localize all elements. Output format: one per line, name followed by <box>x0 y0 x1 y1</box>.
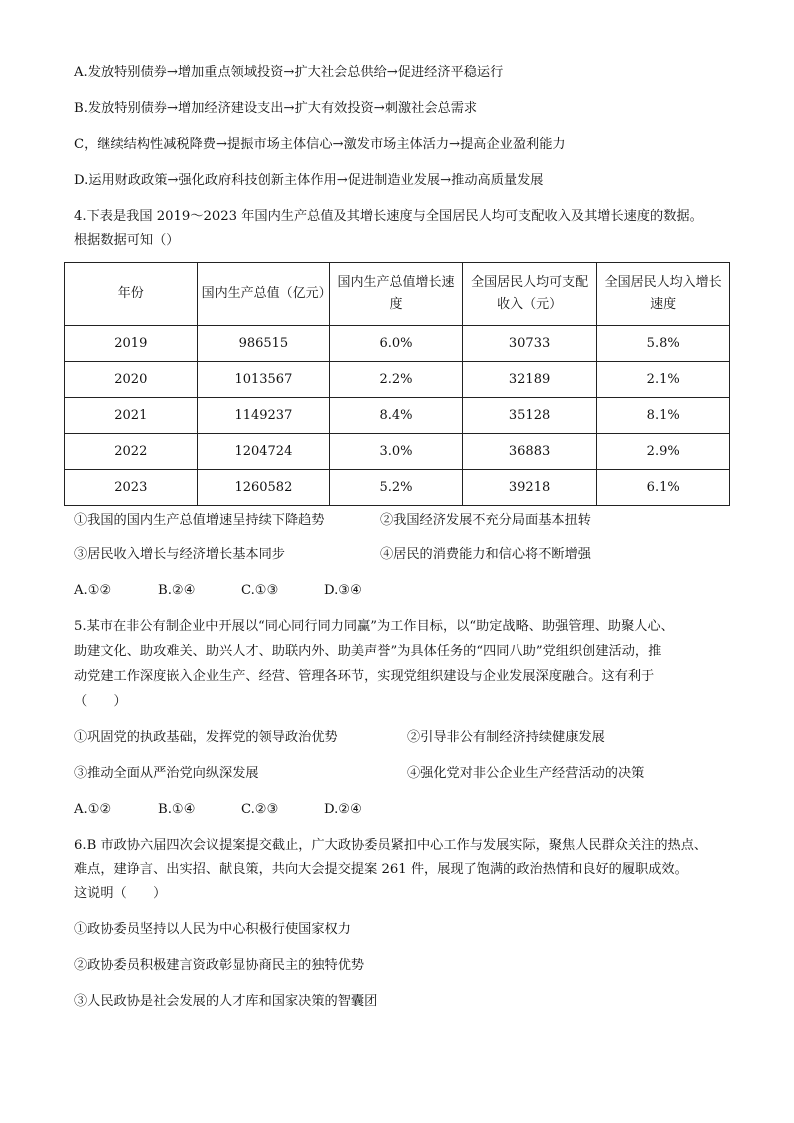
table-row <box>65 434 730 470</box>
cell-year: 2020 <box>65 362 198 398</box>
cell-gdp: 1260582 <box>197 470 330 506</box>
header-gdp-growth: 国内生产总值增长速度 <box>330 263 463 326</box>
cell-gdp: 986515 <box>197 326 330 362</box>
cell-income-growth: 2.1% <box>597 362 730 398</box>
table-row <box>65 398 730 434</box>
q6-stem-line1: 6.B 市政协六届四次会议提案提交截止，广大政协委员紧扣中心工作与发展实际，聚焦人民群众关注的热点、 <box>74 838 708 853</box>
table-header-row <box>65 263 730 326</box>
cell-year: 2022 <box>65 434 198 470</box>
q6-statement-2: ②政协委员积极建言资政彰显协商民主的独特优势 <box>74 958 365 973</box>
q5-stem-line1: 5.某市在非公有制企业中开展以“同心同行同力同赢”为工作目标，以“助定战略、助强管理、助聚人心、 <box>74 619 674 634</box>
q3-option-c: C，继续结构性减税降费→提振市场主体信心→激发市场主体活力→提高企业盈利能力 <box>74 137 566 152</box>
q5-stem-line2: 助建文化、助攻难关、助兴人才、助联内外、助美声誉”为具体任务的“四同八助”党组织创建活动，推 <box>74 644 662 659</box>
q4-choice-c: C.①③ <box>241 583 279 598</box>
header-gdp: 国内生产总值（亿元） <box>197 263 330 326</box>
q5-statement-1: ①巩固党的执政基础，发挥党的领导政治优势 <box>74 730 338 745</box>
q4-stem-line1: 4.下表是我国 2019～2023 年国内生产总值及其增长速度与全国居民人均可支配收入及其增长速度的数据。 <box>74 209 703 224</box>
q4-data-table <box>64 262 730 506</box>
table-row <box>65 470 730 506</box>
cell-gdp: 1204724 <box>197 434 330 470</box>
q5-statement-3: ③推动全面从严治党向纵深发展 <box>74 766 259 781</box>
q4-statement-4: ④居民的消费能力和信心将不断增强 <box>380 547 591 562</box>
q3-option-b: B.发放特别债券→增加经济建设支出→扩大有效投资→刺激社会总需求 <box>74 101 478 116</box>
q4-choice-d: D.③④ <box>324 583 362 598</box>
q3-option-a: A.发放特别债券→增加重点领域投资→扩大社会总供给→促进经济平稳运行 <box>74 65 504 80</box>
cell-year: 2021 <box>65 398 198 434</box>
q5-statement-2: ②引导非公有制经济持续健康发展 <box>407 730 605 745</box>
q6-statement-3: ③人民政协是社会发展的人才库和国家决策的智囊团 <box>74 994 378 1009</box>
cell-income-growth: 2.9% <box>597 434 730 470</box>
cell-income: 30733 <box>462 326 597 362</box>
q5-choice-a: A.①② <box>74 802 112 817</box>
q6-stem-line3: 这说明（ ） <box>74 886 167 901</box>
q5-stem-line4: （ ） <box>74 694 127 709</box>
q5-statement-4: ④强化党对非公企业生产经营活动的决策 <box>407 766 645 781</box>
q5-choice-c: C.②③ <box>241 802 279 817</box>
header-income: 全国居民人均可支配收入（元） <box>462 263 597 326</box>
q3-option-d: D.运用财政政策→强化政府科技创新主体作用→促进制造业发展→推动高质量发展 <box>74 173 544 188</box>
cell-gdp-growth: 2.2% <box>330 362 463 398</box>
q4-stem-line2: 根据数据可知（） <box>74 233 180 248</box>
cell-income: 36883 <box>462 434 597 470</box>
cell-income-growth: 5.8% <box>597 326 730 362</box>
cell-gdp: 1013567 <box>197 362 330 398</box>
q5-choice-d: D.②④ <box>324 802 362 817</box>
cell-gdp-growth: 6.0% <box>330 326 463 362</box>
table-row <box>65 362 730 398</box>
q6-statement-1: ①政协委员坚持以人民为中心积极行使国家权力 <box>74 922 351 937</box>
cell-gdp-growth: 5.2% <box>330 470 463 506</box>
cell-year: 2019 <box>65 326 198 362</box>
cell-income-growth: 6.1% <box>597 470 730 506</box>
cell-gdp-growth: 3.0% <box>330 434 463 470</box>
q4-choice-a: A.①② <box>74 583 112 598</box>
q4-statement-2: ②我国经济发展不充分局面基本扭转 <box>380 513 591 528</box>
cell-income: 35128 <box>462 398 597 434</box>
q6-stem-line2: 难点，建诤言、出实招、献良策，共向大会提交提案 261 件，展现了饱满的政治热情和良好的履职成效。 <box>74 862 688 877</box>
q4-statement-1: ①我国的国内生产总值增速呈持续下降趋势 <box>74 513 325 528</box>
q4-statement-3: ③居民收入增长与经济增长基本同步 <box>74 547 285 562</box>
cell-gdp-growth: 8.4% <box>330 398 463 434</box>
cell-gdp: 1149237 <box>197 398 330 434</box>
table-row <box>65 326 730 362</box>
header-income-growth: 全国居民人均入增长速度 <box>597 263 730 326</box>
cell-income-growth: 8.1% <box>597 398 730 434</box>
q5-choice-b: B.①④ <box>158 802 196 817</box>
q5-stem-line3: 动党建工作深度嵌入企业生产、经营、管理各环节，实现党组织建设与企业发展深度融合。这有利于 <box>74 669 655 684</box>
cell-income: 32189 <box>462 362 597 398</box>
cell-year: 2023 <box>65 470 198 506</box>
q4-choice-b: B.②④ <box>158 583 196 598</box>
header-year: 年份 <box>65 263 198 326</box>
cell-income: 39218 <box>462 470 597 506</box>
